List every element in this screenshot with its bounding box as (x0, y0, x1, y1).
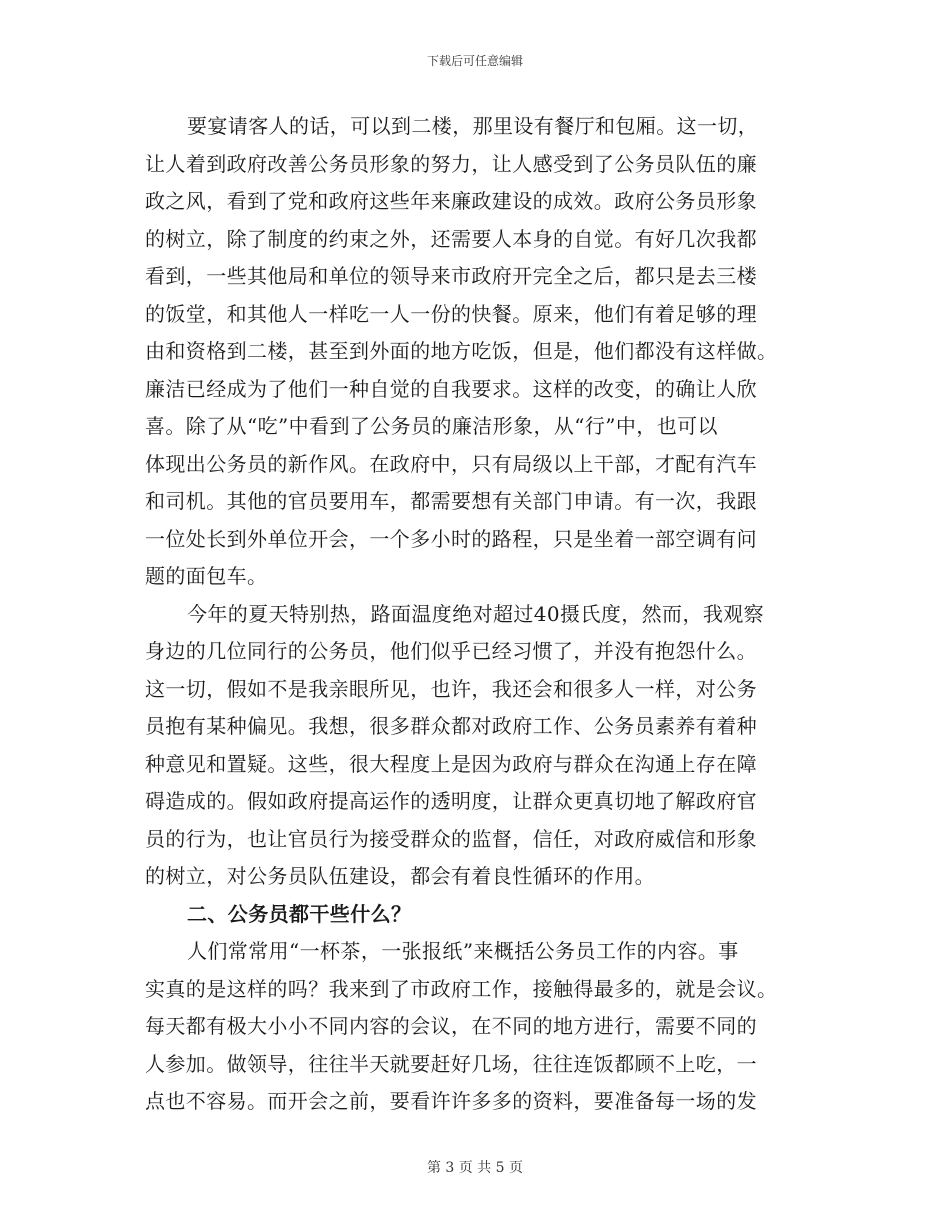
paragraph-line: 员的行为，也让官员行为接受群众的监督，信任，对政府威信和形象 (145, 826, 757, 851)
paragraph-line: 碍造成的。假如政府提高运作的透明度，让群众更真切地了解政府官 (145, 789, 757, 813)
paragraph-line: 看到，一些其他局和单位的领导来市政府开完全之后，都只是去三楼 (145, 264, 757, 288)
paragraph-line: 实真的是这样的吗？我来到了市政府工作，接触得最多的，就是会议。 (145, 976, 778, 1001)
paragraph-line: 身边的几位同行的公务员，他们似乎已经习惯了，并没有抱怨什么。 (145, 639, 757, 663)
paragraph-line: 体现出公务员的新作风。在政府中，只有局级以上干部，才配有汽车 (145, 451, 757, 476)
page-header: 下载后可任意编辑 (426, 54, 523, 68)
paragraph-line: 一位处长到外单位开会，一个多小时的路程，只是坐着一部空调有问 (145, 526, 757, 551)
paragraph-line: 每天都有极大小小不同内容的会议，在不同的地方进行，需要不同的 (145, 1014, 757, 1038)
paragraph-line: 和司机。其他的官员要用车，都需要想有关部门申请。有一次，我跟 (145, 489, 757, 513)
paragraph-line: 员抱有某种偏见。我想，很多群众都对政府工作、公务员素养有着种 (145, 714, 757, 738)
document-body (145, 108, 805, 1121)
paragraph-line: 让人着到政府改善公务员形象的努力，让人感受到了公务员队伍的廉 (145, 151, 757, 176)
paragraph-line: 要宴请客人的话，可以到二楼，那里设有餐厅和包厢。这一切， (187, 114, 759, 138)
paragraph-line: 喜。除了从“吃”中看到了公务员的廉洁形象，从“行”中，也可以 (145, 414, 718, 438)
paragraph-line: 的树立，对公务员队伍建设，都会有着良性循环的作用。 (145, 864, 655, 888)
paragraph-line: 政之风，看到了党和政府这些年来廉政建设的成效。政府公务员形象 (145, 189, 757, 213)
paragraph-line: 人们常常用“一杯茶，一张报纸”来概括公务员工作的内容。事 (187, 939, 739, 963)
page-footer: 第 3 页 共 5 页 (426, 1160, 524, 1176)
paragraph-line: 由和资格到二楼，甚至到外面的地方吃饭，但是，他们都没有这样做。 (145, 339, 778, 363)
paragraph-line: 题的面包车。 (145, 564, 268, 588)
paragraph-line: 的树立，除了制度的约束之外，还需要人本身的自觉。有好几次我都 (145, 226, 757, 251)
paragraph-line: 点也不容易。而开会之前，要看许许多多的资料，要准备每一场的发 (145, 1089, 757, 1113)
paragraph-line: 人参加。做领导，往往半天就要赶好几场，往往连饭都顾不上吃，一 (145, 1051, 757, 1076)
paragraph-line: 廉洁已经成为了他们一种自觉的自我要求。这样的改变，的确让人欣 (145, 376, 757, 401)
paragraph-line: 这一切，假如不是我亲眼所见，也许，我还会和很多人一样，对公务 (145, 676, 757, 701)
paragraph-line: 种意见和置疑。这些，很大程度上是因为政府与群众在沟通上存在障 (145, 751, 757, 776)
section-heading: 二、公务员都干些什么？ (187, 901, 412, 926)
paragraph-line: 的饭堂，和其他人一样吃一人一份的快餐。原来，他们有着足够的理 (145, 301, 757, 326)
paragraph-line: 今年的夏天特别热，路面温度绝对超过40摄氏度，然而，我观察 (187, 601, 765, 626)
